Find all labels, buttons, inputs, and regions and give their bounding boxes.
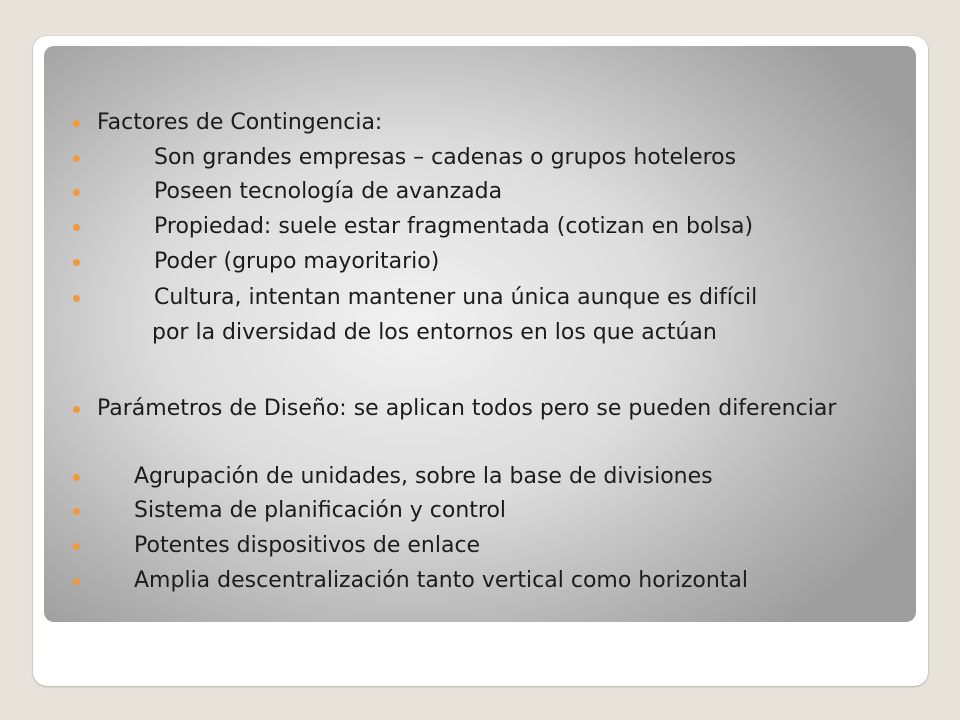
bullet-text: Amplia descentralización tanto vertical como horizontal [134, 568, 749, 593]
bullet-dot-icon [73, 120, 80, 127]
bullet-text: Poseen tecnología de avanzada [154, 179, 503, 204]
bullet-text: Factores de Contingencia: [97, 110, 383, 135]
bullet-dot-icon [73, 543, 80, 550]
bullet-dot-icon [73, 474, 80, 481]
bullet-text: Cultura, intentan mantener una única aunque es difícil [154, 285, 758, 310]
bullet-dot-icon [73, 295, 80, 302]
bullet-text: Son grandes empresas – cadenas o grupos hoteleros [154, 145, 737, 170]
bullet-dot-icon [73, 189, 80, 196]
bullet-text: Poder (grupo mayoritario) [154, 249, 440, 274]
bullet-dot-icon [73, 508, 80, 515]
bullet-list [44, 46, 916, 622]
bullet-dot-icon [73, 155, 80, 162]
bullet-dot-icon [73, 259, 80, 266]
bullet-text: Propiedad: suele estar fragmentada (cotizan en bolsa) [154, 214, 754, 239]
bullet-dot-icon [73, 406, 80, 413]
bullet-dot-icon [73, 578, 80, 585]
bullet-text: Potentes dispositivos de enlace [134, 533, 481, 558]
bullet-text: Parámetros de Diseño: se aplican todos pero se pueden diferenciar [97, 396, 837, 421]
bullet-dot-icon [73, 224, 80, 231]
content-panel [44, 46, 916, 622]
bullet-text: Sistema de planificación y control [134, 498, 507, 523]
contingency-continuation: por la diversidad de los entornos en los que actúan [152, 320, 717, 345]
bullet-text: Agrupación de unidades, sobre la base de divisiones [134, 464, 713, 489]
